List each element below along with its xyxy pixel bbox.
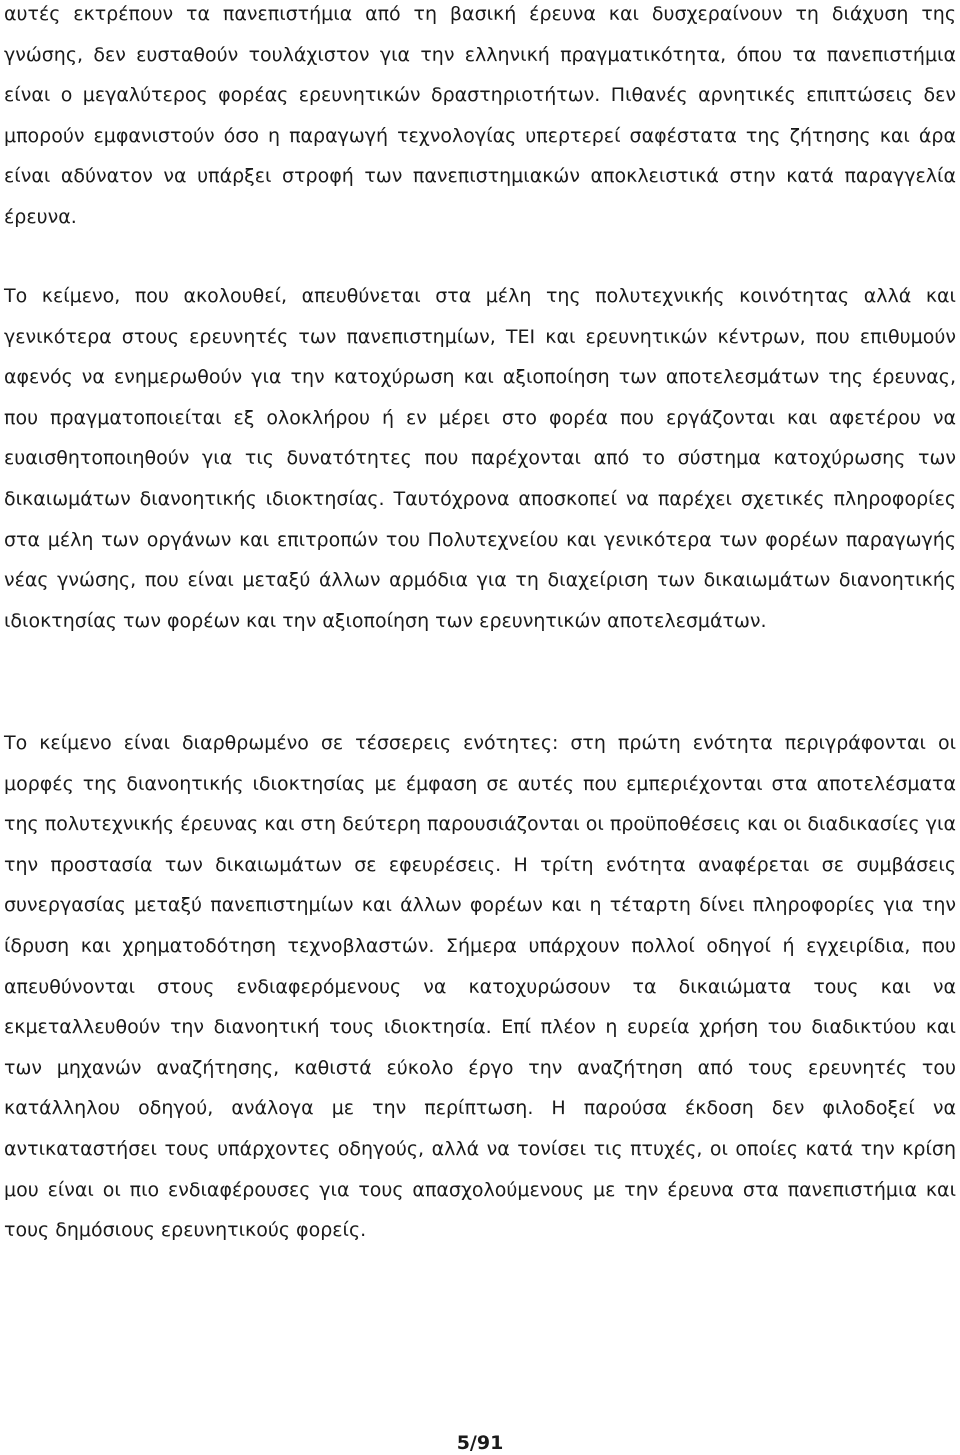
paragraph-3: Το κείμενο είναι διαρθρωμένο σε τέσσερεις ενότητες: στη πρώτη ενότητα περιγράφονται οι μορφές της διανοητικής ιδιοκτησίας με έμφαση σε αυτές που εμπεριέχονται στα αποτελέσματα της πολυτεχνικής έρευνας και στη δεύτερη παρουσιάζονται οι προϋποθέσεις και οι διαδικασίες για την προστασία των δικαιωμάτων σε εφευρέσεις. Η τρίτη ενότητα αναφέρεται σε συμβάσεις συνεργασίας μεταξύ πανεπιστημίων και άλλων φορέων και η τέταρτη δίνει πληροφορίες για την ίδρυση και χρηματοδότηση τεχνοβλαστών. Σήμερα υπάρχουν πολλοί οδηγοί ή εγχειρίδια, που απευθύνονται στους ενδιαφερόμενους να κατοχυρώσουν τα δικαιώματα τους και να εκμεταλλευθούν την διανοητική τους ιδιοκτησία. Επί πλέον η ευρεία χρήση του διαδικτύου και των μηχανών αναζήτησης, καθιστά εύκολο έργο την αναζήτηση από τους ερευνητές του κατάλληλου οδηγού, ανάλογα με την περίπτωση. Η παρούσα έκδοση δεν φιλοδοξεί να αντικαταστήσει τους υπάρχοντες οδηγούς, αλλά να τονίσει τις πτυχές, οι οποίες κατά την κρίση μου είναι οι πιο ενδιαφέρουσες για τους απασχολούμενους με την έρευνα στα πανεπιστήμια και τους δημόσιους ερευνητικούς φορείς. xyxy=(4,732,956,1242)
document-page xyxy=(4,0,956,1455)
paragraph-2: Το κείμενο, που ακολουθεί, απευθύνεται στα μέλη της πολυτεχνικής κοινότητας αλλά και γενικότερα στους ερευνητές των πανεπιστημίων, ΤΕΙ και ερευνητικών κέντρων, που επιθυμούν αφενός να ενημερωθούν για την κατοχύρωση και αξιοποίηση των αποτελεσμάτων της έρευνας, που πραγματοποιείται εξ ολοκλήρου ή εν μέρει στο φορέα που εργάζονται και αφετέρου να ευαισθητοποιηθούν για τις δυνατότητες που παρέχονται από το σύστημα κατοχύρωσης των δικαιωμάτων διανοητικής ιδιοκτησίας. Ταυτόχρονα αποσκοπεί να παρέχει σχετικές πληροφορίες στα μέλη των οργάνων και επιτροπών του Πολυτεχνείου και γενικότερα των φορέων παραγωγής νέας γνώσης, που είναι μεταξύ άλλων αρμόδια για τη διαχείριση των δικαιωμάτων διανοητικής ιδιοκτησίας των φορέων και την αξιοποίηση των ερευνητικών αποτελεσμάτων. xyxy=(4,285,956,632)
page-number: 5/91 xyxy=(456,1432,504,1454)
paragraph-1: αυτές εκτρέπουν τα πανεπιστήμια από τη βασική έρευνα και δυσχεραίνουν τη διάχυση της γνώσης, δεν ευσταθούν τουλάχιστον για την ελληνική πραγματικότητα, όπου τα πανεπιστήμια είναι ο μεγαλύτερος φορέας ερευνητικών δραστηριοτήτων. Πιθανές αρνητικές επιπτώσεις δεν μπορούν εμφανιστούν όσο η παραγωγή τεχνολογίας υπερτερεί σαφέστατα της ζήτησης και άρα είναι αδύνατον να υπάρξει στροφή των πανεπιστημιακών αποκλειστικά στην κατά παραγγελία έρευνα. xyxy=(4,3,956,228)
